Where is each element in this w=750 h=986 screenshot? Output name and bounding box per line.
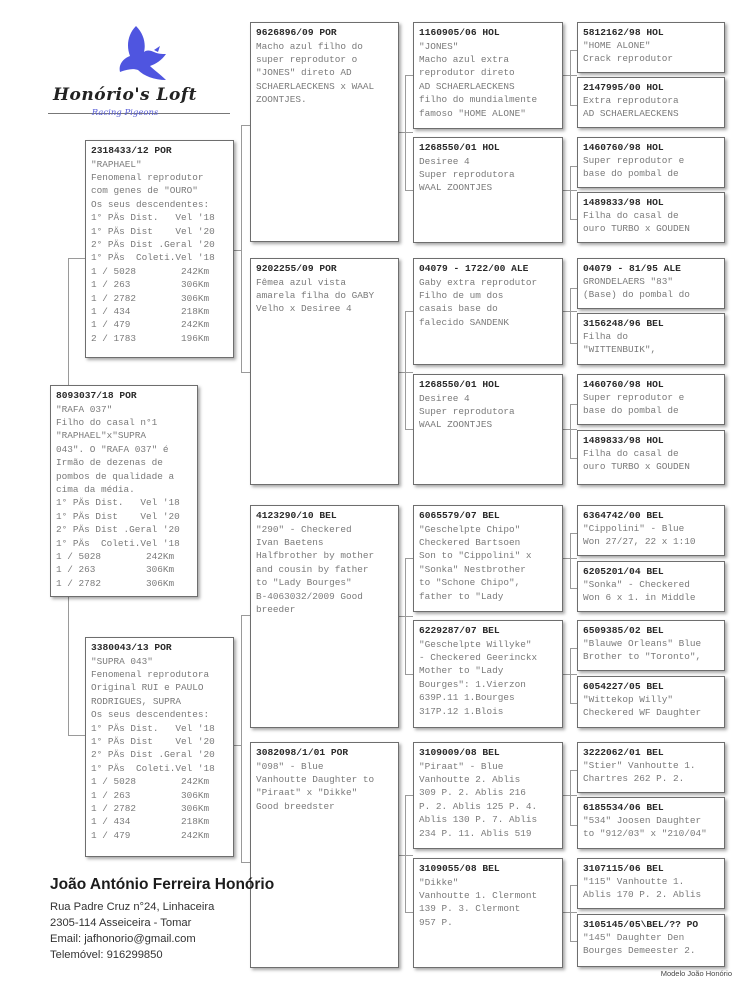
pigeon-description: [583, 275, 719, 301]
ring-number: 4123290/10 BEL: [256, 510, 337, 521]
description-line: 1 / 2782 306Km: [56, 577, 175, 589]
description-line: "290" - Checkered: [256, 523, 352, 535]
pigeon-description: [56, 403, 192, 591]
pigeon-description: [419, 40, 557, 120]
description-line: ZOONTJES.: [256, 94, 307, 106]
description-line: "Wittekop Willy": [583, 694, 674, 706]
description-line: Desiree 4: [419, 155, 470, 167]
description-line: cima da média.: [56, 483, 135, 495]
description-line: 1° PÄs Dist Vel '20: [56, 510, 180, 522]
description-line: 1° PÄs Dist. Vel '18: [91, 722, 215, 734]
description-line: Filha do: [583, 331, 629, 343]
description-line: super reprodutor o: [256, 53, 358, 65]
pigeon-description: [583, 578, 719, 604]
pigeon-card-gen4: [413, 620, 563, 728]
description-line: Fenomenal reprodutor: [91, 171, 204, 183]
description-line: 2° PÄs Dist .Geral '20: [56, 524, 180, 536]
description-line: Bourges": 1.Vierzon: [419, 678, 526, 690]
description-line: falecido SANDENK: [419, 316, 510, 328]
description-line: "SUPRA 043": [91, 655, 153, 667]
description-line: amarela filha do GABY: [256, 289, 375, 301]
description-line: 1° PÄs Dist Vel '20: [91, 735, 215, 747]
ring-number: 3380043/13 POR: [91, 642, 172, 653]
description-line: Macho azul filho do: [256, 40, 363, 52]
description-line: Velho x Desiree 4: [256, 303, 352, 315]
description-line: 2° PÄs Dist .Geral '20: [91, 749, 215, 761]
description-line: 1 / 2782 306Km: [91, 292, 210, 304]
pigeon-card-gen4: [413, 22, 563, 129]
pigeon-card-dam: [85, 637, 234, 857]
description-line: GRONDELAERS "83": [583, 276, 674, 288]
description-line: com genes de "OURO": [91, 185, 198, 197]
pigeon-card-gen4: [413, 258, 563, 365]
ring-number: 1160905/06 HOL: [419, 27, 500, 38]
ring-number: 6205201/04 BEL: [583, 566, 664, 577]
pigeon-card-gen5: [577, 797, 725, 849]
ring-number: 3156248/96 BEL: [583, 318, 664, 329]
description-line: Son to "Cippolini" x: [419, 550, 532, 562]
pigeon-description: [583, 814, 719, 840]
ring-number: 6229287/07 BEL: [419, 625, 500, 636]
logo-subtitle: Racing Pigeons: [91, 108, 159, 118]
description-line: "RAFA 037": [56, 403, 113, 415]
description-line: "145" Daughter Den: [583, 932, 685, 944]
description-line: casais base do: [419, 303, 498, 315]
description-line: 309 P. 2. Ablis 216: [419, 787, 526, 799]
pigeon-card-gen5: [577, 258, 725, 309]
ring-number: 6065579/07 BEL: [419, 510, 500, 521]
pigeon-card-gen4: [413, 742, 563, 849]
description-line: to "Schone Chipo",: [419, 577, 521, 589]
loft-logo: [40, 20, 210, 130]
pigeon-description: [256, 276, 393, 316]
description-line: Halfbrother by mother: [256, 550, 375, 562]
pigeon-card-gen4: [413, 858, 563, 968]
ring-number: 6509385/02 BEL: [583, 625, 664, 636]
description-line: Won 6 x 1. in Middle: [583, 592, 696, 604]
description-line: 1° PÄs Dist. Vel '18: [56, 497, 180, 509]
pigeon-card-gen4: [413, 137, 563, 243]
description-line: famoso "HOME ALONE": [419, 107, 526, 119]
description-line: 1 / 479 242Km: [91, 829, 210, 841]
description-line: "Dikke": [419, 876, 459, 888]
description-line: "RAPHAEL": [91, 158, 142, 170]
description-line: WAAL ZOONTJES: [419, 419, 493, 431]
ring-number: 04079 - 81/95 ALE: [583, 263, 681, 274]
description-line: WAAL ZOONTJES: [419, 182, 493, 194]
description-line: Os seus descendentes:: [91, 709, 210, 721]
pigeon-description: [583, 931, 719, 957]
ring-number: 1460760/98 HOL: [583, 142, 664, 153]
description-line: 1 / 263 306Km: [91, 279, 210, 291]
template-credit: Modelo João Honório: [660, 969, 732, 978]
description-line: filho do mundialmente: [419, 94, 538, 106]
ring-number: 6364742/00 BEL: [583, 510, 664, 521]
description-line: "Piraat" x "Dikke": [256, 787, 358, 799]
pigeon-description: [419, 638, 557, 718]
description-line: 2 / 1783 196Km: [91, 332, 210, 344]
pigeon-card-gen5: [577, 22, 725, 73]
description-line: 639P.11 1.Bourges: [419, 692, 515, 704]
pigeon-description: [583, 875, 719, 901]
pigeon-description: [583, 759, 719, 785]
description-line: 317P.12 1.Blois: [419, 705, 504, 717]
pigeon-card-sire: [85, 140, 234, 358]
pigeon-description: [583, 39, 719, 65]
pigeon-card-gen5: [577, 313, 725, 365]
description-line: B-4063032/2009 Good: [256, 590, 363, 602]
description-line: "Sonka" Nestbrother: [419, 563, 526, 575]
ring-number: 1489833/98 HOL: [583, 197, 664, 208]
pigeon-description: [256, 760, 393, 814]
description-line: base do pombal de: [583, 405, 679, 417]
pigeon-description: [583, 447, 719, 473]
ring-number: 2318433/12 POR: [91, 145, 172, 156]
description-line: RODRIGUES, SUPRA: [91, 695, 182, 707]
description-line: Gaby extra reprodutor: [419, 276, 538, 288]
ring-number: 1489833/98 HOL: [583, 435, 664, 446]
description-line: 1 / 263 306Km: [91, 789, 210, 801]
description-line: "Geschelpte Chipo": [419, 523, 521, 535]
ring-number: 04079 - 1722/00 ALE: [419, 263, 529, 274]
pigeon-description: [583, 693, 719, 719]
description-line: Checkered Bartsoen: [419, 536, 521, 548]
description-line: Ablis 130 P. 7. Ablis: [419, 814, 538, 826]
description-line: Good breedster: [256, 800, 335, 812]
pigeon-card-gen5: [577, 374, 725, 425]
pigeon-card-gen5: [577, 676, 725, 728]
description-line: Filho de um dos: [419, 289, 504, 301]
logo-title: Honório's Loft: [52, 85, 197, 105]
pigeon-card-gen5: [577, 742, 725, 793]
description-line: P. 2. Ablis 125 P. 4.: [419, 800, 538, 812]
ring-number: 5812162/98 HOL: [583, 27, 664, 38]
owner-name: João António Ferreira Honório: [50, 876, 275, 893]
description-line: 1° PÄs Dist Vel '20: [91, 225, 215, 237]
owner-phone: Telemóvel: 916299850: [50, 949, 163, 961]
pigeon-description: [419, 760, 557, 840]
pigeon-card-gen5: [577, 430, 725, 485]
description-line: reprodutor direto: [419, 67, 515, 79]
ring-number: 3109055/08 BEL: [419, 863, 500, 874]
ring-number: 6185534/06 BEL: [583, 802, 664, 813]
description-line: ouro TURBO x GOUDEN: [583, 461, 690, 473]
description-line: 957 P.: [419, 916, 453, 928]
description-line: "JONES": [419, 40, 459, 52]
description-line: Won 27/27, 22 x 1:10: [583, 536, 696, 548]
description-line: "115" Vanhoutte 1.: [583, 876, 685, 888]
pigeon-card-gen4: [413, 505, 563, 612]
pigeon-description: [91, 655, 228, 843]
description-line: 1° PÄs Coleti.Vel '18: [91, 252, 215, 264]
description-line: Macho azul extra: [419, 53, 510, 65]
description-line: Ablis 170 P. 2. Ablis: [583, 889, 702, 901]
pigeon-card-gen5: [577, 858, 725, 909]
pigeon-card-gen4: [413, 374, 563, 485]
owner-address-line2: 2305-114 Asseiceira - Tomar: [50, 917, 192, 929]
description-line: - Checkered Geerinckx: [419, 651, 538, 663]
pigeon-description: [583, 330, 719, 356]
description-line: Bourges Demeester 2.: [583, 945, 696, 957]
pigeon-description: [256, 40, 393, 107]
description-line: Checkered WF Daughter: [583, 707, 702, 719]
description-line: "Cippolini" - Blue: [583, 523, 685, 535]
pigeon-description: [256, 523, 393, 617]
owner-email: Email: jafhonorio@gmail.com: [50, 933, 196, 945]
description-line: "JONES" direto AD: [256, 67, 352, 79]
description-line: 1 / 263 306Km: [56, 564, 175, 576]
dove-icon: [104, 24, 184, 86]
description-line: Fêmea azul vista: [256, 276, 347, 288]
description-line: breeder: [256, 603, 296, 615]
description-line: Fenomenal reprodutora: [91, 668, 210, 680]
description-line: AD SCHAERLAECKENS: [419, 80, 515, 92]
ring-number: 3107115/06 BEL: [583, 863, 664, 874]
description-line: 1° PÄs Dist. Vel '18: [91, 212, 215, 224]
description-line: Ivan Baetens: [256, 536, 324, 548]
description-line: 1 / 479 242Km: [91, 319, 210, 331]
ring-number: 1460760/98 HOL: [583, 379, 664, 390]
description-line: 1 / 5028 242Km: [56, 550, 175, 562]
description-line: Crack reprodutor: [583, 53, 674, 65]
description-line: Super reprodutora: [419, 168, 515, 180]
description-line: Super reprodutor e: [583, 392, 685, 404]
description-line: and cousin by father: [256, 563, 369, 575]
description-line: "098" - Blue: [256, 760, 324, 772]
description-line: 1 / 434 218Km: [91, 305, 210, 317]
description-line: Filha do casal de: [583, 448, 679, 460]
pigeon-card-gen5: [577, 505, 725, 556]
pigeon-description: [583, 94, 719, 120]
description-line: Desiree 4: [419, 392, 470, 404]
description-line: Vanhoutte Daughter to: [256, 773, 375, 785]
description-line: Super reprodutor e: [583, 155, 685, 167]
pigeon-description: [419, 276, 557, 330]
ring-number: 9626896/09 POR: [256, 27, 337, 38]
description-line: base do pombal de: [583, 168, 679, 180]
description-line: "HOME ALONE": [583, 40, 651, 52]
pigeon-description: [419, 876, 557, 930]
description-line: 1 / 434 218Km: [91, 816, 210, 828]
pigeon-card-gen3: [250, 258, 399, 485]
pigeon-description: [583, 154, 719, 180]
description-line: "WITTENBUIK",: [583, 344, 657, 356]
description-line: "534" Joosen Daughter: [583, 815, 702, 827]
pigeon-description: [419, 523, 557, 603]
pigeon-card-gen5: [577, 192, 725, 243]
description-line: SCHAERLAECKENS x WAAL: [256, 80, 375, 92]
description-line: "Piraat" - Blue: [419, 760, 504, 772]
pigeon-card-gen5: [577, 77, 725, 128]
pigeon-card-gen5: [577, 620, 725, 671]
description-line: to "Lady Bourges": [256, 577, 352, 589]
description-line: 1 / 5028 242Km: [91, 265, 210, 277]
description-line: 234 P. 11. Ablis 519: [419, 827, 532, 839]
description-line: "Blauwe Orleans" Blue: [583, 638, 702, 650]
ring-number: 8093037/18 POR: [56, 390, 137, 401]
description-line: Original RUI e PAULO: [91, 682, 204, 694]
owner-address-line1: Rua Padre Cruz n°24, Linhaceira: [50, 901, 215, 913]
description-line: ouro TURBO x GOUDEN: [583, 223, 690, 235]
description-line: AD SCHAERLAECKENS: [583, 108, 679, 120]
pigeon-card-subject: [50, 385, 198, 597]
description-line: "Sonka" - Checkered: [583, 579, 690, 591]
pigeon-card-gen5: [577, 137, 725, 188]
description-line: Mother to "Lady: [419, 665, 504, 677]
description-line: (Base) do pombal do: [583, 289, 690, 301]
description-line: Os seus descendentes:: [91, 198, 210, 210]
description-line: Brother to "Toronto",: [583, 651, 702, 663]
pigeon-description: [583, 391, 719, 417]
description-line: 1 / 2782 306Km: [91, 802, 210, 814]
description-line: 043". O "RAFA 037" é: [56, 443, 169, 455]
pigeon-description: [91, 158, 228, 346]
description-line: Filho do casal n°1: [56, 416, 158, 428]
description-line: father to "Lady: [419, 590, 504, 602]
pigeon-description: [583, 209, 719, 235]
pigeon-card-gen3: [250, 22, 399, 242]
ring-number: 1268550/01 HOL: [419, 142, 500, 153]
pigeon-description: [583, 637, 719, 663]
description-line: Vanhoutte 1. Clermont: [419, 889, 538, 901]
ring-number: 2147995/00 HOL: [583, 82, 664, 93]
description-line: Filha do casal de: [583, 210, 679, 222]
description-line: 2° PÄs Dist .Geral '20: [91, 238, 215, 250]
ring-number: 6054227/05 BEL: [583, 681, 664, 692]
description-line: 139 P. 3. Clermont: [419, 903, 521, 915]
description-line: Vanhoutte 2. Ablis: [419, 773, 521, 785]
description-line: "Geschelpte Willyke": [419, 638, 532, 650]
description-line: 1° PÄs Coleti.Vel '18: [91, 762, 215, 774]
ring-number: 1268550/01 HOL: [419, 379, 500, 390]
owner-contact: [50, 876, 274, 963]
description-line: Extra reprodutora: [583, 95, 679, 107]
ring-number: 9202255/09 POR: [256, 263, 337, 274]
pigeon-description: [583, 522, 719, 548]
ring-number: 3105145/05\BEL/?? PO: [583, 919, 699, 930]
description-line: Irmão de dezenas de: [56, 457, 163, 469]
description-line: "RAPHAEL"x"SUPRA: [56, 430, 147, 442]
pigeon-description: [419, 155, 557, 195]
description-line: 1 / 5028 242Km: [91, 776, 210, 788]
pigeon-card-gen3: [250, 505, 399, 728]
description-line: Chartres 262 P. 2.: [583, 773, 685, 785]
ring-number: 3082098/1/01 POR: [256, 747, 349, 758]
description-line: to "912/03" x "210/04": [583, 828, 707, 840]
description-line: pombos de qualidade a: [56, 470, 175, 482]
description-line: "Stier" Vanhoutte 1.: [583, 760, 696, 772]
description-line: Super reprodutora: [419, 405, 515, 417]
ring-number: 3222062/01 BEL: [583, 747, 664, 758]
pigeon-card-gen5: [577, 914, 725, 967]
ring-number: 3109009/08 BEL: [419, 747, 500, 758]
pigeon-description: [419, 392, 557, 432]
description-line: 1° PÄs Coleti.Vel '18: [56, 537, 180, 549]
pigeon-card-gen5: [577, 561, 725, 612]
